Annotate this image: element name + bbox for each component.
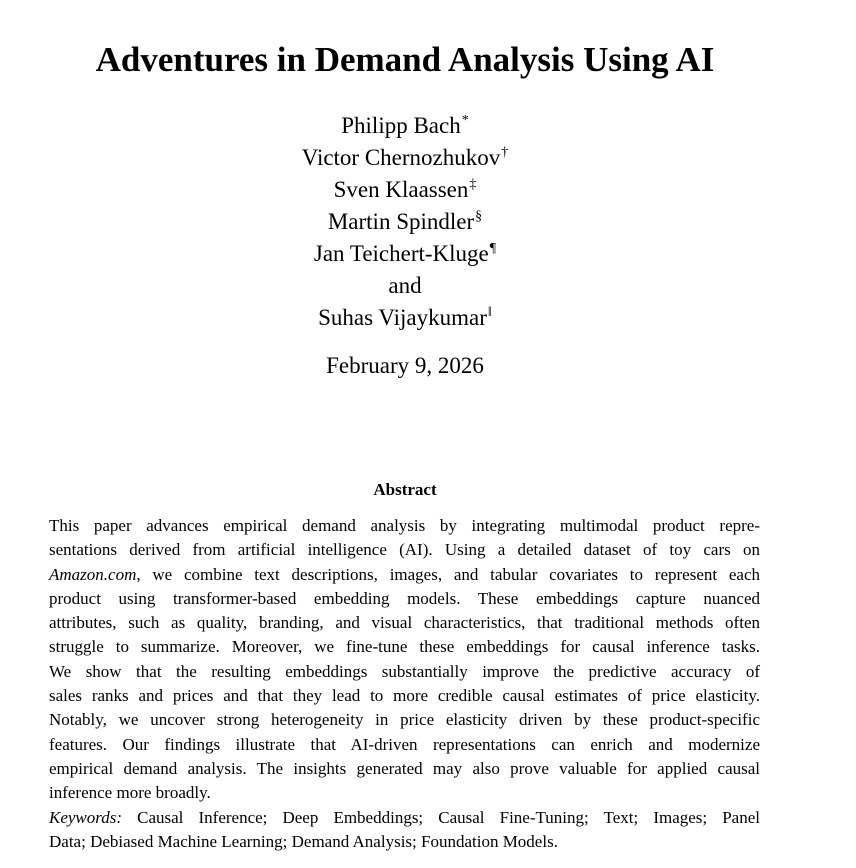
abstract-line-rest: , we combine text descriptions, images, and tabular covariates to represent each (136, 564, 760, 584)
abstract-line: product using transformer-based embedding models. These embeddings capture nuanced (49, 588, 760, 608)
abstract-line: sentations derived from artificial intelligence (AI). Using a detailed dataset of toy cars on (49, 540, 760, 560)
abstract-body (49, 514, 760, 806)
author-martin-spindler (0, 206, 810, 238)
author-suhas-vijaykumar (0, 302, 810, 334)
author-footnote-mark: ‖ (487, 305, 492, 320)
abstract-heading: Abstract (373, 480, 437, 499)
abstract-line: empirical demand analysis. The insights generated may also prove valuable for applied causal (49, 758, 760, 778)
abstract-line: sales ranks and prices and that they lead to more credible causal estimates of price elasticity. (49, 686, 760, 706)
author-list (0, 110, 810, 334)
abstract-line: features. Our findings illustrate that AI-driven representations can enrich and modernize (49, 734, 760, 754)
author-footnote-mark: ‡ (469, 177, 477, 192)
author-name: Sven Klaassen (333, 177, 469, 202)
abstract-line: inference more broadly. (49, 783, 211, 803)
abstract-line: We show that the resulting embeddings substantially improve the predictive accuracy of (49, 661, 760, 681)
abstract-line: Notably, we uncover strong heterogeneity in price elasticity driven by these product-specific (49, 710, 760, 730)
keywords-text: Causal Inference; Deep Embeddings; Causal Fine-Tuning; Text; Images; Panel (122, 808, 760, 827)
author-name: Philipp Bach (341, 113, 461, 138)
keywords-label: Keywords: (49, 808, 123, 827)
author-footnote-mark: § (475, 209, 483, 224)
abstract-line: struggle to summarize. Moreover, we fine-tune these embeddings for causal inference tasks. (49, 637, 760, 657)
author-victor-chernozhukov (0, 142, 810, 174)
author-footnote-mark: * (461, 113, 469, 128)
abstract-line: attributes, such as quality, branding, and visual characteristics, that traditional methods often (49, 613, 760, 633)
author-philipp-bach (0, 110, 810, 142)
abstract-italic-site: Amazon.com (49, 564, 137, 584)
author-name: and (388, 273, 422, 298)
author-name: Victor Chernozhukov (301, 145, 501, 170)
author-name: Suhas Vijaykumar (318, 305, 487, 330)
author-conjunction (0, 270, 810, 302)
abstract-line (49, 563, 760, 587)
keywords-block (49, 806, 760, 855)
paper-title: Adventures in Demand Analysis Using AI (95, 40, 715, 79)
abstract-line: This paper advances empirical demand analysis by integrating multimodal product repre- (49, 516, 760, 535)
author-jan-teichert-kluge (0, 238, 810, 270)
keywords-line (49, 806, 760, 830)
author-footnote-mark: ¶ (489, 241, 497, 256)
author-name: Jan Teichert-Kluge (313, 241, 489, 266)
keywords-line: Data; Debiased Machine Learning; Demand Analysis; Foundation Models. (49, 832, 558, 852)
author-sven-klaassen (0, 174, 810, 206)
author-name: Martin Spindler (327, 209, 475, 234)
paper-date: February 9, 2026 (326, 353, 484, 378)
author-footnote-mark: † (501, 145, 509, 160)
